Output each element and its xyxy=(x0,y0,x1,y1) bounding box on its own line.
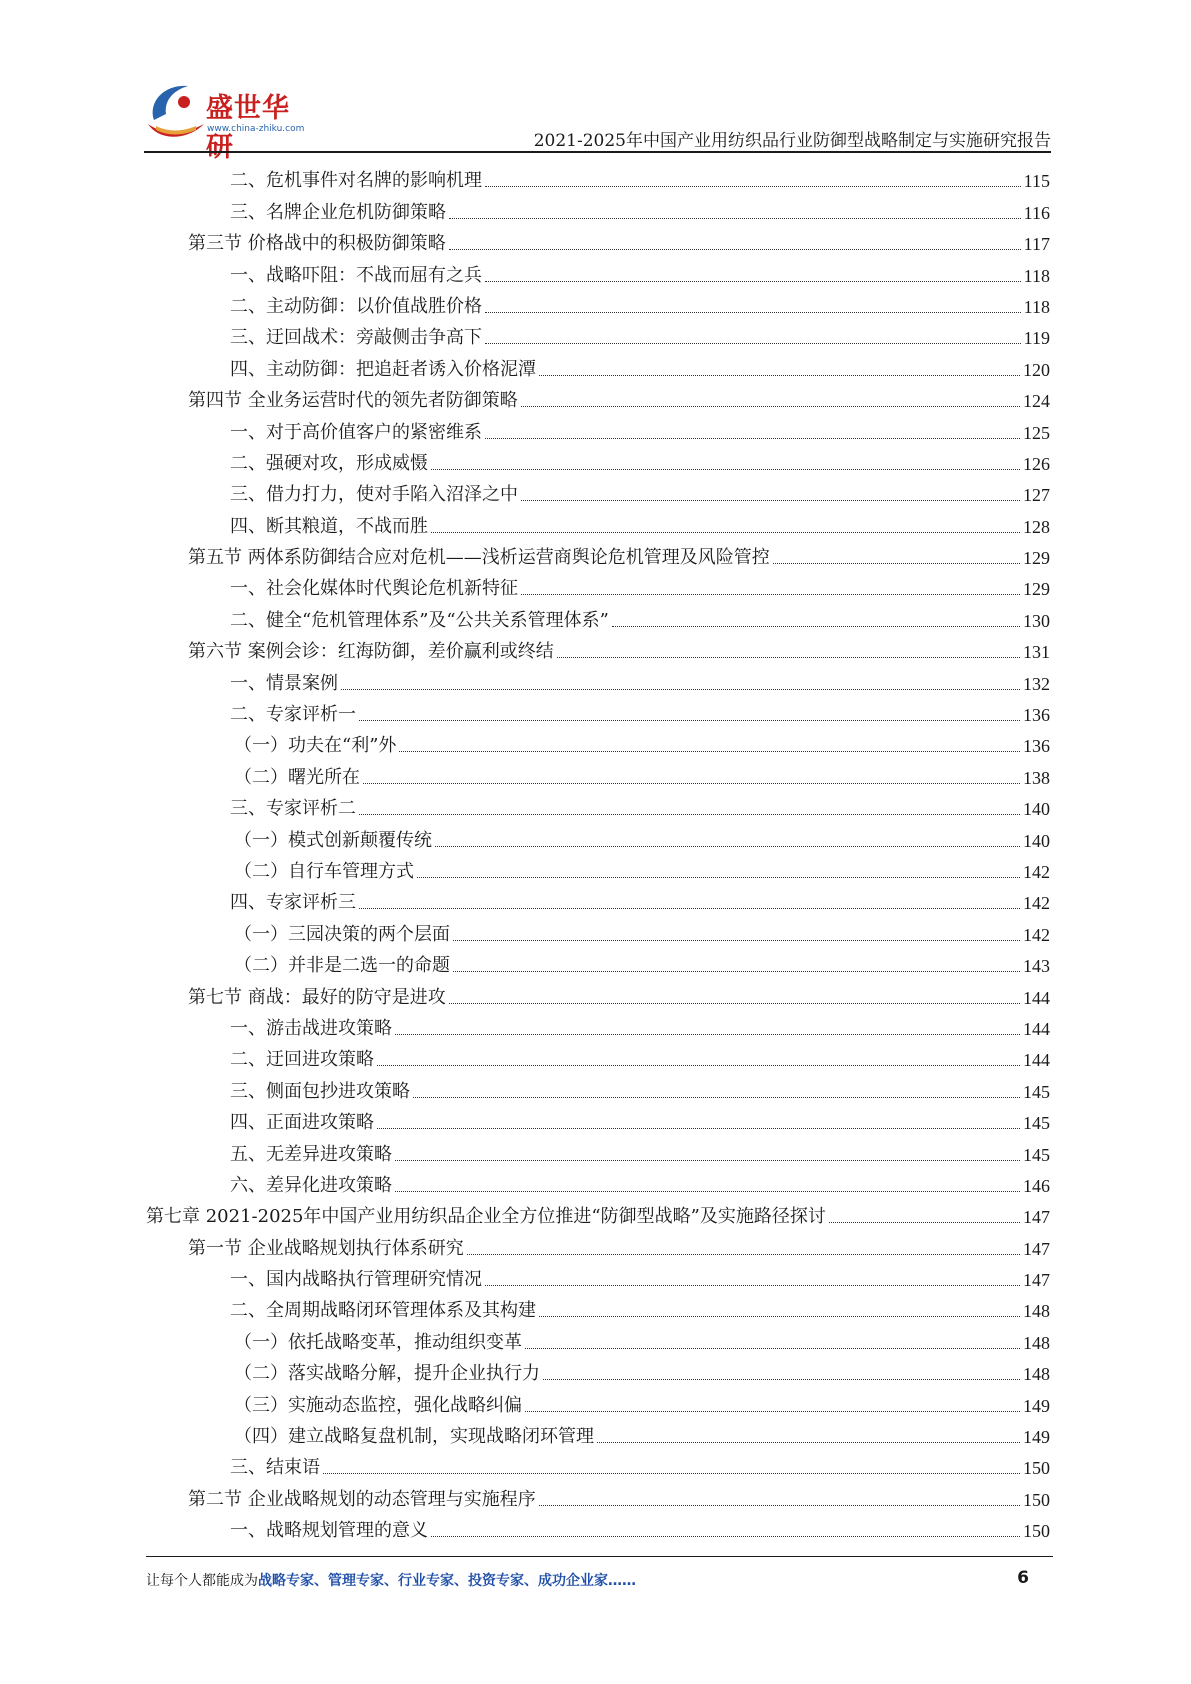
page-number: 6 xyxy=(1017,1568,1029,1588)
toc-dot-leader xyxy=(431,532,1020,533)
toc-entry-page: 116 xyxy=(1023,202,1050,223)
toc-dot-leader xyxy=(417,877,1020,878)
toc-entry-label: 第五节 两体系防御结合应对危机——浅析运营商舆论危机管理及风险管控 xyxy=(188,547,770,569)
toc-entry-label: 第六节 案例会诊：红海防御，差价赢利或终结 xyxy=(188,641,554,663)
toc-dot-leader xyxy=(467,1254,1020,1255)
toc-entry-label: 五、无差异进攻策略 xyxy=(230,1143,392,1165)
toc-entry-label: 六、差异化进攻策略 xyxy=(230,1174,392,1196)
toc-entry-label: （三）实施动态监控，强化战略纠偏 xyxy=(234,1394,522,1416)
toc-dot-leader xyxy=(377,1128,1020,1129)
toc-dot-leader xyxy=(773,563,1020,564)
toc-dot-leader xyxy=(485,312,1021,313)
toc-entry[interactable] xyxy=(146,1322,1050,1353)
toc-dot-leader xyxy=(539,375,1020,376)
toc-dot-leader xyxy=(539,1505,1020,1506)
toc-entry[interactable] xyxy=(146,1260,1050,1291)
toc-entry-label: 三、名牌企业危机防御策略 xyxy=(230,201,446,223)
toc-entry[interactable] xyxy=(146,1354,1050,1385)
toc-entry-page: 148 xyxy=(1023,1301,1050,1322)
toc-entry-label: 一、战略规划管理的意义 xyxy=(230,1520,428,1542)
toc-entry[interactable] xyxy=(146,1417,1050,1448)
toc-entry-page: 142 xyxy=(1023,924,1050,945)
toc-entry[interactable] xyxy=(146,1134,1050,1165)
toc-entry-page: 145 xyxy=(1023,1144,1050,1165)
toc-entry[interactable] xyxy=(146,161,1050,192)
toc-dot-leader xyxy=(521,594,1020,595)
toc-entry-page: 124 xyxy=(1023,391,1050,412)
toc-entry[interactable] xyxy=(146,255,1050,286)
toc-entry-label: 第七章 2021-2025年中国产业用纺织品企业全方位推进“防御型战略”及实施路径探讨 xyxy=(146,1206,826,1228)
toc-entry-page: 129 xyxy=(1023,579,1050,600)
toc-entry-page: 119 xyxy=(1023,328,1050,349)
toc-entry-page: 149 xyxy=(1023,1427,1050,1448)
toc-dot-leader xyxy=(557,657,1020,658)
toc-entry-label: 四、主动防御：把追赶者诱入价格泥潭 xyxy=(230,358,536,380)
toc-entry-page: 144 xyxy=(1023,1018,1050,1039)
toc-entry-label: 二、强硬对攻，形成威慑 xyxy=(230,452,428,474)
toc-dot-leader xyxy=(485,438,1020,439)
toc-dot-leader xyxy=(521,406,1020,407)
toc-entry-label: 第四节 全业务运营时代的领先者防御策略 xyxy=(188,390,518,412)
toc-dot-leader xyxy=(485,186,1021,187)
toc-entry-label: 一、国内战略执行管理研究情况 xyxy=(230,1269,482,1291)
toc-dot-leader xyxy=(597,1442,1020,1443)
toc-dot-leader xyxy=(363,783,1020,784)
toc-entry[interactable] xyxy=(146,412,1050,443)
toc-entry[interactable] xyxy=(146,349,1050,380)
toc-entry-page: 149 xyxy=(1023,1395,1050,1416)
toc-entry-label: 二、主动防御：以价值战胜价格 xyxy=(230,295,482,317)
toc-dot-leader xyxy=(359,814,1020,815)
toc-entry-page: 142 xyxy=(1023,861,1050,882)
toc-entry-label: 第二节 企业战略规划的动态管理与实施程序 xyxy=(188,1488,536,1510)
toc-dot-leader xyxy=(377,1065,1020,1066)
footer-divider xyxy=(146,1556,1053,1557)
toc-entry[interactable] xyxy=(146,475,1050,506)
toc-entry-label: 一、情景案例 xyxy=(230,672,338,694)
toc-entry[interactable] xyxy=(146,977,1050,1008)
toc-entry-page: 142 xyxy=(1023,893,1050,914)
toc-entry[interactable] xyxy=(146,381,1050,412)
toc-entry-label: 四、断其粮道，不战而胜 xyxy=(230,515,428,537)
toc-entry-page: 140 xyxy=(1023,830,1050,851)
toc-entry-page: 120 xyxy=(1023,359,1050,380)
toc-entry-label: 第七节 商战：最好的防守是进攻 xyxy=(188,986,446,1008)
toc-entry-page: 136 xyxy=(1023,705,1050,726)
toc-entry[interactable] xyxy=(146,883,1050,914)
toc-entry[interactable] xyxy=(146,1103,1050,1134)
toc-dot-leader xyxy=(485,343,1021,344)
toc-dot-leader xyxy=(453,971,1020,972)
toc-entry-page: 145 xyxy=(1023,1081,1050,1102)
toc-entry[interactable] xyxy=(146,820,1050,851)
toc-entry-label: 二、专家评析一 xyxy=(230,704,356,726)
toc-dot-leader xyxy=(485,1285,1020,1286)
toc-entry[interactable] xyxy=(146,1009,1050,1040)
toc-dot-leader xyxy=(395,1034,1020,1035)
toc-entry[interactable] xyxy=(146,1385,1050,1416)
toc-dot-leader xyxy=(359,720,1020,721)
toc-entry[interactable] xyxy=(146,506,1050,537)
toc-dot-leader xyxy=(539,1316,1020,1317)
toc-entry-page: 148 xyxy=(1023,1332,1050,1353)
toc-entry-label: 三、结束语 xyxy=(230,1457,320,1479)
toc-entry-label: 四、正面进攻策略 xyxy=(230,1112,374,1134)
toc-dot-leader xyxy=(435,846,1020,847)
toc-entry-label: 一、游击战进攻策略 xyxy=(230,1017,392,1039)
toc-entry-page: 147 xyxy=(1023,1270,1050,1291)
toc-entry-page: 128 xyxy=(1023,516,1050,537)
toc-entry-label: （二）落实战略分解，提升企业执行力 xyxy=(234,1363,540,1385)
toc-dot-leader xyxy=(612,626,1020,627)
toc-entry-page: 146 xyxy=(1023,1175,1050,1196)
toc-entry-label: 二、健全“危机管理体系”及“公共关系管理体系” xyxy=(230,609,609,631)
toc-entry-label: 三、专家评析二 xyxy=(230,798,356,820)
toc-entry-label: （一）模式创新颠覆传统 xyxy=(234,829,432,851)
toc-entry[interactable] xyxy=(146,1511,1050,1542)
toc-entry[interactable] xyxy=(146,444,1050,475)
toc-entry-page: 126 xyxy=(1023,453,1050,474)
toc-dot-leader xyxy=(395,1160,1020,1161)
toc-entry[interactable] xyxy=(146,538,1050,569)
toc-entry-page: 143 xyxy=(1023,956,1050,977)
toc-entry[interactable] xyxy=(146,695,1050,726)
toc-entry-page: 117 xyxy=(1023,234,1050,255)
toc-dot-leader xyxy=(543,1379,1020,1380)
toc-dot-leader xyxy=(521,500,1020,501)
toc-dot-leader xyxy=(829,1222,1020,1223)
company-logo xyxy=(144,78,314,163)
toc-entry-label: （四）建立战略复盘机制，实现战略闭环管理 xyxy=(234,1426,594,1448)
toc-entry[interactable] xyxy=(146,569,1050,600)
toc-entry[interactable] xyxy=(146,852,1050,883)
toc-entry-page: 136 xyxy=(1023,736,1050,757)
toc-dot-leader xyxy=(449,1003,1020,1004)
toc-entry[interactable] xyxy=(146,1040,1050,1071)
toc-entry[interactable] xyxy=(146,914,1050,945)
toc-entry-page: 118 xyxy=(1023,296,1050,317)
toc-dot-leader xyxy=(323,1473,1020,1474)
toc-entry-label: （一）功夫在“利”外 xyxy=(234,735,397,757)
toc-entry-label: 第三节 价格战中的积极防御策略 xyxy=(188,233,446,255)
toc-dot-leader xyxy=(453,940,1020,941)
toc-entry-label: 二、迂回进攻策略 xyxy=(230,1049,374,1071)
toc-dot-leader xyxy=(449,218,1021,219)
logo-swoosh-icon xyxy=(144,80,208,142)
toc-dot-leader xyxy=(341,689,1020,690)
toc-entry-page: 150 xyxy=(1023,1521,1050,1542)
toc-entry-page: 144 xyxy=(1023,987,1050,1008)
toc-entry-label: 三、借力打力，使对手陷入沼泽之中 xyxy=(230,484,518,506)
toc-entry-label: 第一节 企业战略规划执行体系研究 xyxy=(188,1237,464,1259)
logo-text: 盛世华研 xyxy=(206,93,290,163)
toc-entry-label: 一、对于高价值客户的紧密维系 xyxy=(230,421,482,443)
toc-entry-label: （二）曙光所在 xyxy=(234,766,360,788)
toc-entry[interactable] xyxy=(146,1479,1050,1510)
logo-url: www.china-zhiku.com xyxy=(207,124,305,134)
page-footer xyxy=(146,1570,1053,1598)
page-header xyxy=(144,78,1051,163)
toc-entry[interactable] xyxy=(146,757,1050,788)
report-title: 2021-2025年中国产业用纺织品行业防御型战略制定与实施研究报告 xyxy=(533,131,1051,151)
toc-entry-label: （一）依托战略变革，推动组织变革 xyxy=(234,1331,522,1353)
toc-entry[interactable] xyxy=(146,600,1050,631)
toc-entry-label: （二）并非是二选一的命题 xyxy=(234,955,450,977)
toc-dot-leader xyxy=(525,1348,1020,1349)
table-of-contents xyxy=(146,161,1050,1542)
toc-entry[interactable] xyxy=(146,726,1050,757)
toc-entry[interactable] xyxy=(146,1071,1050,1102)
toc-dot-leader xyxy=(485,281,1021,282)
toc-entry-page: 115 xyxy=(1023,171,1050,192)
toc-entry[interactable] xyxy=(146,1448,1050,1479)
toc-entry-page: 150 xyxy=(1023,1458,1050,1479)
toc-entry-page: 144 xyxy=(1023,1050,1050,1071)
toc-entry-page: 147 xyxy=(1023,1238,1050,1259)
toc-dot-leader xyxy=(399,751,1020,752)
toc-entry[interactable] xyxy=(146,946,1050,977)
toc-entry[interactable] xyxy=(146,632,1050,663)
toc-entry-page: 130 xyxy=(1023,610,1050,631)
toc-entry-page: 140 xyxy=(1023,799,1050,820)
toc-entry-label: 一、社会化媒体时代舆论危机新特征 xyxy=(230,578,518,600)
toc-entry-page: 132 xyxy=(1023,673,1050,694)
toc-entry[interactable] xyxy=(146,1166,1050,1197)
toc-entry[interactable] xyxy=(146,224,1050,255)
toc-entry-label: 三、迂回战术：旁敲侧击争高下 xyxy=(230,327,482,349)
toc-dot-leader xyxy=(525,1411,1020,1412)
toc-entry-page: 131 xyxy=(1023,642,1050,663)
toc-entry-page: 147 xyxy=(1023,1207,1050,1228)
toc-entry-page: 118 xyxy=(1023,265,1050,286)
toc-entry-page: 129 xyxy=(1023,548,1050,569)
toc-entry-label: （一）三园决策的两个层面 xyxy=(234,923,450,945)
toc-entry[interactable] xyxy=(146,1291,1050,1322)
toc-entry-page: 127 xyxy=(1023,485,1050,506)
toc-dot-leader xyxy=(431,1536,1020,1537)
toc-entry-label: 三、侧面包抄进攻策略 xyxy=(230,1080,410,1102)
toc-dot-leader xyxy=(395,1191,1020,1192)
toc-entry-page: 138 xyxy=(1023,767,1050,788)
toc-dot-leader xyxy=(431,469,1020,470)
toc-entry-page: 148 xyxy=(1023,1364,1050,1385)
toc-entry-page: 145 xyxy=(1023,1113,1050,1134)
footer-slogan-lead: 让每个人都能成为 xyxy=(146,1573,258,1589)
toc-entry-label: 二、危机事件对名牌的影响机理 xyxy=(230,170,482,192)
toc-entry[interactable] xyxy=(146,318,1050,349)
toc-dot-leader xyxy=(359,908,1020,909)
toc-entry[interactable] xyxy=(146,789,1050,820)
toc-entry[interactable] xyxy=(146,663,1050,694)
toc-entry-page: 125 xyxy=(1023,422,1050,443)
toc-dot-leader xyxy=(449,249,1021,250)
toc-entry-label: 四、专家评析三 xyxy=(230,892,356,914)
toc-entry[interactable] xyxy=(146,1197,1050,1228)
toc-entry-page: 150 xyxy=(1023,1489,1050,1510)
toc-entry[interactable] xyxy=(146,1228,1050,1259)
toc-entry-label: （二）自行车管理方式 xyxy=(234,860,414,882)
toc-dot-leader xyxy=(413,1097,1020,1098)
toc-entry[interactable] xyxy=(146,287,1050,318)
toc-entry-label: 一、战略吓阻：不战而屈有之兵 xyxy=(230,264,482,286)
toc-entry-label: 二、全周期战略闭环管理体系及其构建 xyxy=(230,1300,536,1322)
toc-entry[interactable] xyxy=(146,192,1050,223)
header-divider xyxy=(144,151,1051,153)
footer-slogan-emphasis: 战略专家、管理专家、行业专家、投资专家、成功企业家…… xyxy=(258,1573,636,1589)
